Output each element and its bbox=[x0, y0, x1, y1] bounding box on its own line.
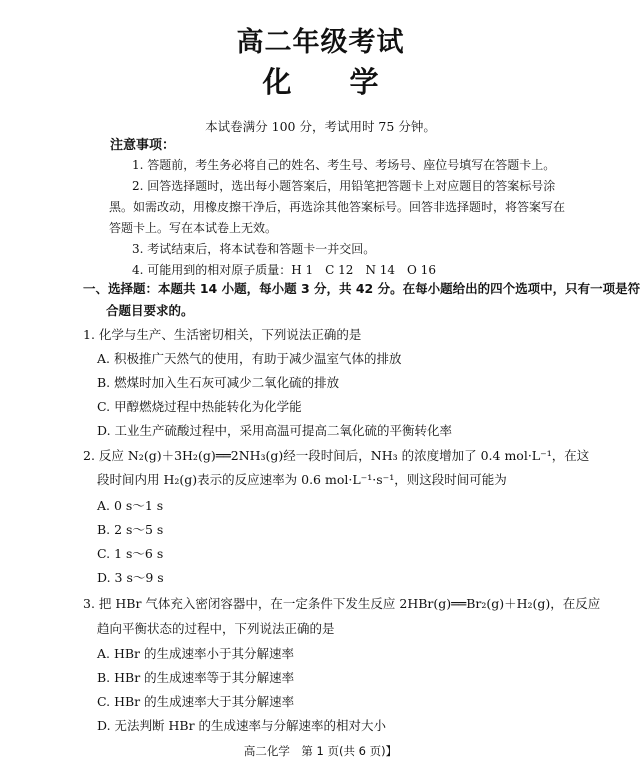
notice-item-4: 4. 可能用到的相对原子质量：H 1 C 12 N 14 O 16 bbox=[132, 263, 436, 277]
q1-option-c: C. 甲醇燃烧过程中热能转化为化学能 bbox=[97, 399, 302, 414]
q2-option-b: B. 2 s～5 s bbox=[97, 522, 164, 537]
notice-item-2a: 2. 回答选择题时，选出每小题答案后，用铅笔把答题卡上对应题目的答案标号涂 bbox=[132, 179, 556, 193]
q1-option-a: A. 积极推广天然气的使用，有助于减少温室气体的排放 bbox=[97, 351, 402, 366]
section-heading: 一、选择题：本题共 14 小题，每小题 3 分，共 42 分。在每小题给出的四个选项中，只有一项是符 bbox=[83, 281, 641, 296]
q3-option-b: B. HBr 的生成速率等于其分解速率 bbox=[97, 670, 295, 685]
exam-meta: 本试卷满分 100 分，考试用时 75 分钟。 bbox=[205, 119, 436, 134]
subject-title bbox=[0, 64, 641, 100]
notice-item-1: 1. 答题前，考生务必将自己的姓名、考生号、考场号、座位号填写在答题卡上。 bbox=[132, 158, 556, 172]
q2-option-c: C. 1 s～6 s bbox=[97, 546, 164, 561]
q3-option-c: C. HBr 的生成速率大于其分解速率 bbox=[97, 694, 295, 709]
q1-stem: 1. 化学与生产、生活密切相关，下列说法正确的是 bbox=[83, 327, 362, 342]
q3-stem-2: 趋向平衡状态的过程中，下列说法正确的是 bbox=[97, 621, 335, 636]
notice-item-3: 3. 考试结束后，将本试卷和答题卡一并交回。 bbox=[132, 242, 376, 256]
page-footer: 高二化学 第 1 页(共 6 页)】 bbox=[243, 744, 398, 758]
notice-item-2b: 黑。如需改动，用橡皮擦干净后，再选涂其他答案标号。回答非选择题时，将答案写在 bbox=[109, 200, 566, 214]
notice-item-2c: 答题卡上。写在本试卷上无效。 bbox=[109, 221, 278, 235]
q2-stem-1: 2. 反应 N₂(g)＋3H₂(g)══2NH₃(g)经一段时间后，NH₃ 的浓度增加了 0.4 mol·L⁻¹，在这 bbox=[83, 448, 590, 463]
subject-char-2: 学 bbox=[349, 65, 379, 99]
exam-title: 高二年级考试 bbox=[236, 27, 405, 58]
notice-heading: 注意事项： bbox=[110, 138, 176, 153]
q2-option-a: A. 0 s～1 s bbox=[97, 498, 164, 513]
q2-stem-2: 段时间内用 H₂(g)表示的反应速率为 0.6 mol·L⁻¹·s⁻¹，则这段时间可能为 bbox=[97, 472, 507, 487]
q1-option-d: D. 工业生产硫酸过程中，采用高温可提高二氧化硫的平衡转化率 bbox=[97, 423, 453, 438]
q3-stem-1: 3. 把 HBr 气体充入密闭容器中，在一定条件下发生反应 2HBr(g)══Br₂(g)＋H₂(g)，在反应 bbox=[83, 596, 601, 611]
q3-option-a: A. HBr 的生成速率小于其分解速率 bbox=[97, 646, 295, 661]
q1-option-b: B. 燃煤时加入生石灰可减少二氧化硫的排放 bbox=[97, 375, 340, 390]
q3-option-d: D. 无法判断 HBr 的生成速率与分解速率的相对大小 bbox=[97, 718, 387, 733]
q2-option-d: D. 3 s～9 s bbox=[97, 570, 164, 585]
subject-char-1: 化 bbox=[262, 65, 292, 99]
section-heading-cont: 合题目要求的。 bbox=[106, 303, 194, 318]
